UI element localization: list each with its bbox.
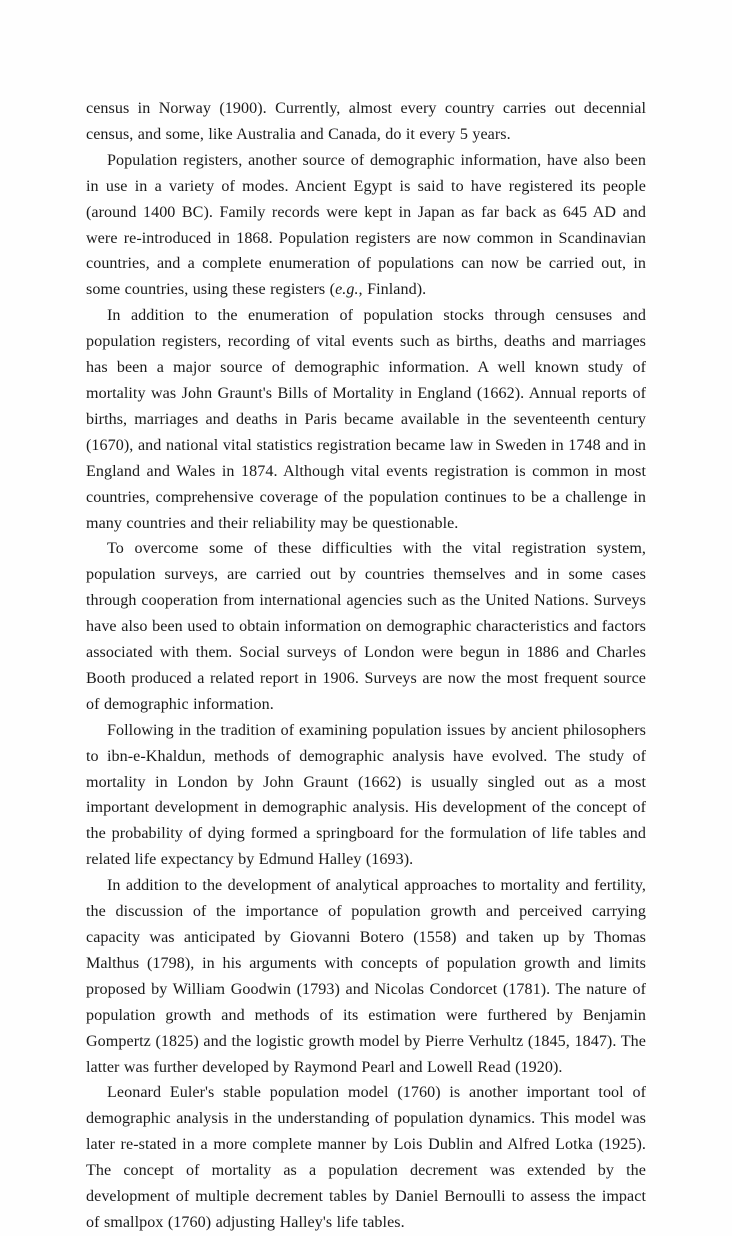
- paragraph-census-continuation: census in Norway (1900). Currently, almost every country carries out decennial census, and some, like Australia and Canada, do it every 5 years.: [86, 100, 646, 143]
- paragraph-population-registers: [86, 148, 646, 303]
- paragraph-demographic-analysis-tradition: Following in the tradition of examining population issues by ancient philosophers to ibn-e-Khaldun, methods of demographic analysis have evolved. The study of mortality in London by John Graunt (1662) is usually singled out as a most important development in demographic analysis. His development of the concept of the probability of dying formed a springboard for the formulation of life tables and related life expectancy by Edmund Halley (1693).: [86, 721, 646, 869]
- paragraph-vital-events: In addition to the enumeration of population stocks through censuses and population registers, recording of vital events such as births, deaths and marriages has been a major source of demographic information. A well known study of mortality was John Graunt's Bills of Mortality in England (1662). Annual reports of births, marriages and deaths in Paris became available in the seventeenth century (1670), and national vital statistics registration became law in Sweden in 1748 and in England and Wales in 1874. Although vital events registration is common in most countries, comprehensive coverage of the population continues to be a challenge in many countries and their reliability may be questionable.: [86, 307, 646, 532]
- paragraph-text-main: Population registers, another source of demographic information, have also been in use in a variety of modes. Ancient Egypt is said to have registered its people (around 1400 BC). Family records were kept in Japan as far back as 645 AD and were re-introduced in 1868. Population registers are now common in Scandinavian countries, and a complete enumeration of populations can now be carried out, in some countries, using these registers (: [86, 151, 646, 299]
- paragraph-population-surveys: To overcome some of these difficulties with the vital registration system, population surveys, are carried out by countries themselves and in some cases through cooperation from international agencies such as the United Nations. Surveys have also been used to obtain information on demographic characteristics and factors associated with them. Social surveys of London were begun in 1886 and Charles Booth produced a related report in 1906. Surveys are now the most frequent source of demographic information.: [86, 540, 646, 713]
- paragraph-growth-models: In addition to the development of analytical approaches to mortality and fertility, the discussion of the importance of population growth and perceived carrying capacity was anticipated by Giovanni Botero (1558) and taken up by Thomas Malthus (1798), in his arguments with concepts of population growth and limits proposed by William Goodwin (1793) and Nicolas Condorcet (1781). The nature of population growth and methods of its estimation were furthered by Benjamin Gompertz (1825) and the logistic growth model by Pierre Verhultz (1845, 1847). The latter was further developed by Raymond Pearl and Lowell Read (1920).: [86, 877, 646, 1076]
- paragraph-euler-stable-population: Leonard Euler's stable population model (1760) is another important tool of demographic analysis in the understanding of population dynamics. This model was later re-stated in a more complete manner by Lois Dublin and Alfred Lotka (1925). The concept of mortality as a population decrement was extended by the development of multiple decrement tables by Daniel Bernoulli to assess the impact of smallpox (1760) adjusting Halley's life tables.: [86, 1084, 646, 1231]
- latin-abbreviation-eg: e.g.,: [335, 281, 363, 299]
- body-text-column: [86, 96, 646, 1236]
- paragraph-text-tail: Finland).: [362, 281, 427, 299]
